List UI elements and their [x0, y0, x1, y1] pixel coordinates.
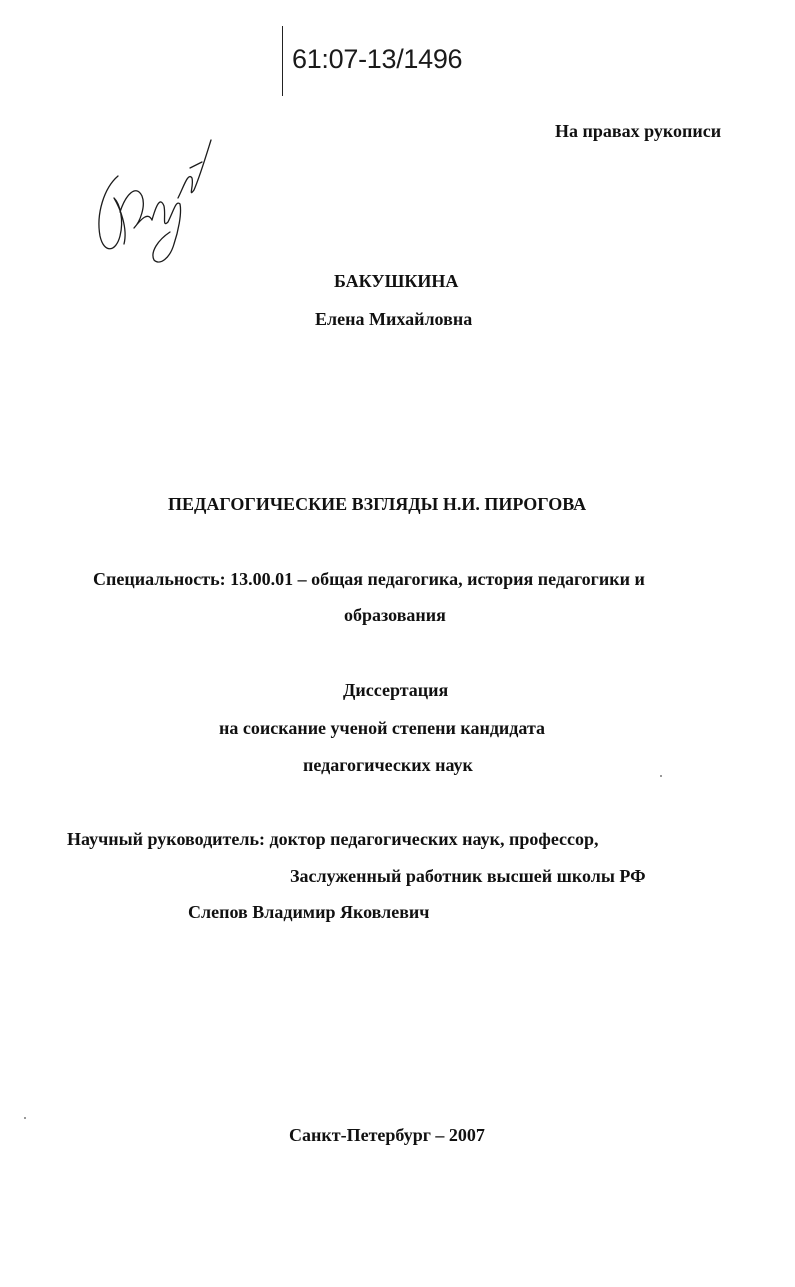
- supervisor-line-1: Научный руководитель: доктор педагогических наук, профессор,: [67, 829, 599, 849]
- scan-speck: [24, 1117, 26, 1119]
- scan-speck: [660, 775, 662, 777]
- specialty-line-2: образования: [344, 605, 446, 625]
- place-year: Санкт-Петербург – 2007: [289, 1125, 485, 1145]
- degree-line: на соискание ученой степени кандидата: [219, 718, 546, 738]
- rights-notice: На правах рукописи: [555, 121, 722, 141]
- dissertation-label: Диссертация: [343, 680, 449, 700]
- supervisor-name: Слепов Владимир Яковлевич: [188, 902, 430, 922]
- author-surname: БАКУШКИНА: [334, 271, 459, 291]
- handwritten-signature: [90, 132, 215, 272]
- archive-stamp-number: 61:07-13/1496: [292, 44, 463, 74]
- dissertation-title: ПЕДАГОГИЧЕСКИЕ ВЗГЛЯДЫ Н.И. ПИРОГОВА: [168, 494, 587, 514]
- stamp-divider: [282, 26, 283, 96]
- supervisor-line-2: Заслуженный работник высшей школы РФ: [290, 866, 646, 886]
- author-given-names: Елена Михайловна: [315, 309, 473, 329]
- field-line: педагогических наук: [303, 755, 473, 775]
- specialty-line-1: Специальность: 13.00.01 – общая педагогика, история педагогики и: [93, 569, 645, 589]
